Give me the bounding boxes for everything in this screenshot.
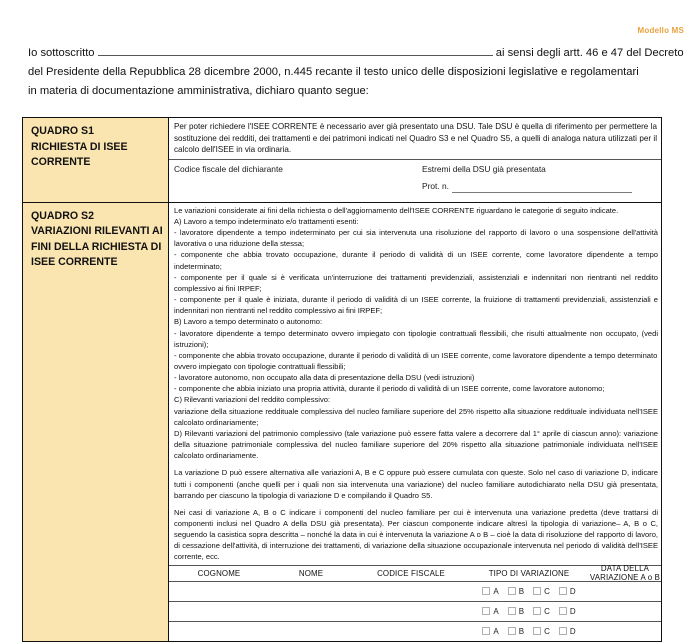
s2-para-13: D) Rilevanti variazioni del patrimonio complessivo (tale variazione può essere fatta valere a decorrere dal 1° aprile di ciascun anno): variazione della situazione patrimoniale complessiva del nucleo familiare superiore del 20% rispetto alla situazione patrimoniale individuata nell'ISEE calcolato ordinariamente. <box>174 428 658 461</box>
modello-label: Modello MS <box>637 26 684 35</box>
quadro-s1-title-line-1: QUADRO S1 <box>31 125 94 137</box>
s2-para-10: - componente che abbia iniziato una propria attività, durante il periodo di validità di un ISEE corrente, come lavoratore autonomo; <box>174 384 605 394</box>
quadro-s1-title <box>23 118 169 202</box>
checkbox-box-icon[interactable] <box>508 607 516 615</box>
intro-line-1-prefix: Io sottoscritto <box>28 47 95 59</box>
intro-line-1-suffix: ai sensi degli artt. 46 e 47 del Decreto <box>495 47 684 59</box>
prot-n-field[interactable] <box>422 179 661 193</box>
checkbox-variazione-d[interactable] <box>559 627 576 636</box>
cell-tipo-variazione <box>469 607 589 616</box>
checkbox-box-icon[interactable] <box>533 587 541 595</box>
intro-line-1 <box>28 44 684 63</box>
checkbox-box-icon[interactable] <box>533 607 541 615</box>
s2-para-0: Le variazioni considerate ai fini della richiesta o dell'aggiornamento dell'ISEE CORRENTE riguardano le categorie di seguito indicate. <box>174 205 619 215</box>
variazioni-table <box>169 565 661 641</box>
checkbox-variazione-b[interactable] <box>508 627 524 636</box>
table-row <box>169 602 661 622</box>
quadro-s2-block <box>23 203 661 641</box>
quadro-s2-title-line-1: QUADRO S2 <box>31 209 94 222</box>
checkbox-label: D <box>569 586 576 596</box>
prot-n-input-rule[interactable] <box>452 183 632 193</box>
column-header-nome: NOME <box>298 568 324 578</box>
checkbox-label: B <box>518 626 525 636</box>
checkbox-box-icon[interactable] <box>533 627 541 635</box>
quadro-s1-title-line-3: CORRENTE <box>31 156 91 168</box>
checkbox-label: B <box>518 586 525 596</box>
cell-tipo-variazione <box>469 627 589 636</box>
prot-n-label: Prot. n. <box>422 180 449 191</box>
quadro-s2-body <box>169 203 661 641</box>
checkbox-variazione-d[interactable] <box>559 607 576 616</box>
variazioni-table-header <box>169 566 661 582</box>
table-row <box>169 622 661 641</box>
s2-para-2: - lavoratore dipendente a tempo indeterminato per cui sia intervenuta una risoluzione del rapporto di lavoro o una sospensione dell'attività lavorativa o una riduzione della stessa; <box>174 228 658 249</box>
quadro-s2-title-line-2: VARIAZIONI RILEVANTI AI <box>31 225 163 238</box>
quadro-s1-block <box>23 118 661 203</box>
s2-para-11: C) Rilevanti variazioni del reddito complessivo: <box>174 395 331 405</box>
cell-tipo-variazione <box>469 587 589 596</box>
checkbox-label: D <box>569 606 576 616</box>
quadro-s2-title-line-3: FINI DELLA RICHIESTA DI <box>31 240 162 253</box>
s2-para-9: - lavoratore autonomo, non occupato alla data di presentazione della DSU (vedi istruzioni) <box>174 373 475 383</box>
checkbox-box-icon[interactable] <box>508 627 516 635</box>
quadro-s2-title-line-4: ISEE CORRENTE <box>31 256 118 269</box>
s2-para-3: - componente che abbia trovato occupazione, durante il periodo di validità di un ISEE corrente, come lavoratore dipendente a tempo indeterminato; <box>174 250 658 271</box>
form-document <box>22 117 662 642</box>
checkbox-label: C <box>544 606 550 616</box>
checkbox-variazione-a[interactable] <box>482 627 498 636</box>
checkbox-box-icon[interactable] <box>482 627 490 635</box>
checkbox-variazione-c[interactable] <box>533 627 550 636</box>
checkbox-box-icon[interactable] <box>508 587 516 595</box>
checkbox-label: B <box>518 606 525 616</box>
checkbox-label: A <box>493 606 499 616</box>
checkbox-variazione-c[interactable] <box>533 607 550 616</box>
quadro-s1-description: Per poter richiedere l'ISEE CORRENTE è necessario aver già presentato una DSU. Tale DSU è quella di riferimento per permettere la sostituzione dei redditi, dei trattamenti e dei patrimoni indicati nel Quadro S3 e nel Quadro S5, a quelli di analoga natura utilizzati per il calcolo dell'ISEE in via ordinaria. <box>169 118 661 160</box>
checkbox-label: D <box>569 626 576 636</box>
quadro-s2-title <box>23 203 169 641</box>
s2-para-5: - componente per il quale è iniziata, durante il periodo di validità di un ISEE corrente, la fruizione di trattamenti previdenziali, assistenziali e indennitari non rientranti nel reddito complessivo ai fini IRPEF; <box>174 295 658 316</box>
checkbox-label: A <box>493 586 499 596</box>
checkbox-variazione-b[interactable] <box>508 607 524 616</box>
checkbox-box-icon[interactable] <box>482 587 490 595</box>
checkbox-variazione-a[interactable] <box>482 587 498 596</box>
checkbox-label: A <box>493 626 499 636</box>
estremi-dsu-field <box>420 162 661 202</box>
intro-paragraph <box>28 44 684 101</box>
s2-para-8: - componente che abbia trovato occupazione, durante il periodo di validità di un ISEE corrente, come lavoratore dipendente a tempo determinato ovvero impiegato con tipologie contrattuali flessibili; <box>174 350 658 371</box>
intro-line-3: in materia di documentazione amministrativa, dichiaro quanto segue: <box>28 85 369 97</box>
checkbox-variazione-d[interactable] <box>559 587 576 596</box>
checkbox-box-icon[interactable] <box>559 607 567 615</box>
checkbox-label: C <box>544 626 550 636</box>
column-header-data-variazione: DATA DELLA VARIAZIONE A o B <box>589 564 661 583</box>
checkbox-variazione-b[interactable] <box>508 587 524 596</box>
s2-para-4: - componente per il quale si è verificata un'interruzione dei trattamenti previdenziali, assistenziali e indennitari non rientranti nel reddito complessivo ai fini IRPEF; <box>174 272 658 293</box>
quadro-s1-title-line-2: RICHIESTA DI ISEE <box>31 140 128 153</box>
quadro-s1-body <box>169 118 661 202</box>
s2-para-7: - lavoratore dipendente a tempo determinato ovvero impiegato con tipologie contrattuali flessibili, che risulti attualmente non occupato, (vedi istruzioni); <box>174 328 658 349</box>
quadro-s2-description <box>169 203 661 565</box>
checkbox-label: C <box>544 586 550 596</box>
intro-line-2: del Presidente della Repubblica 28 dicembre 2000, n.445 recante il testo unico delle disposizioni legislative e regolamentari <box>28 66 639 78</box>
s2-para-12: variazione della situazione reddituale complessiva del nucleo familiare superiore del 25% rispetto alla situazione reddituale individuata nell'ISEE calcolato ordinariamente; <box>174 406 658 427</box>
checkbox-box-icon[interactable] <box>559 587 567 595</box>
s2-para-15: Nei casi di variazione A, B o C indicare i componenti del nucleo familiare per cui è intervenuta una variazione predetta (deve trattarsi di componenti inclusi nel Quadro A della DSU già presentata). Per ciascun componente indicare altresì la tipologia di variazione– A, B o C, seguendo la casistica sopra descritta – nonché la data in cui è intervenuta la variazione A o B – cioè la data di risoluzione del rapporto di lavoro, di cessazione dell'attività, di interruzione dei trattamenti, di variazione della situazione occupazionale intervenuta nel periodo di validità dell'ISEE corrente, ecc. <box>174 507 658 562</box>
column-header-tipo-variazione: TIPO DI VARIAZIONE <box>488 568 570 578</box>
column-header-cognome: COGNOME <box>197 568 241 578</box>
checkbox-variazione-c[interactable] <box>533 587 550 596</box>
codice-fiscale-field[interactable] <box>169 162 420 202</box>
s2-para-14: La variazione D può essere alternativa alle variazioni A, B e C oppure può essere cumulata con queste. Solo nel caso di variazione D, indicare tutti i componenti (anche quelli per i quali non sia intervenuta una variazione) del nucleo familiare autodichiarato nella DSU già presentata, barrando per ciascuno la tipologia di variazione D e compilando il Quadro S5. <box>174 468 658 500</box>
quadro-s1-fields <box>169 160 661 202</box>
codice-fiscale-label: Codice fiscale del dichiarante <box>174 163 283 174</box>
s2-para-1: A) Lavoro a tempo indeterminato e/o trattamenti esenti: <box>174 216 359 226</box>
checkbox-box-icon[interactable] <box>559 627 567 635</box>
estremi-dsu-label: Estremi della DSU già presentata <box>422 163 546 174</box>
column-header-codice-fiscale: CODICE FISCALE <box>377 568 445 578</box>
table-row <box>169 582 661 602</box>
s2-para-6: B) Lavoro a tempo determinato o autonomo: <box>174 317 323 327</box>
checkbox-box-icon[interactable] <box>482 607 490 615</box>
checkbox-variazione-a[interactable] <box>482 607 498 616</box>
signature-fill-rule <box>98 44 493 56</box>
